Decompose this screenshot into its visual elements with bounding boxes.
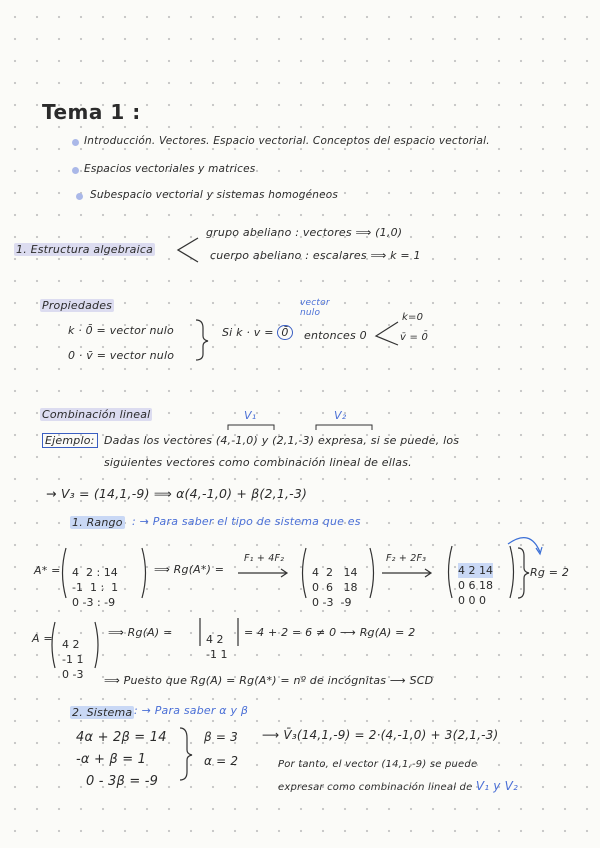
matrix-step-2: 4 2 14 0 6 18 0 -3 -9 (312, 566, 358, 609)
v-equals-0: v̄ = 0̄ (400, 332, 429, 343)
v3-result: ⟶ V̄₃(14,1,-9) = 2·(4,-1,0) + 3(2,1,-3) (262, 728, 499, 742)
si-kv (222, 326, 293, 339)
op-f2-2f3: F₂ + 2F₃ (386, 553, 427, 564)
rg-a: ⟹ Rg(A) = (108, 626, 173, 639)
puesto-que: ⟹ Puesto que Rg(A) = Rg(A*) = nº de incógnitas ⟶ SCD (104, 674, 434, 687)
page-title: Tema 1 : (42, 100, 141, 124)
bullet-icon (72, 139, 79, 146)
combinacion-heading-text: Combinación lineal (42, 408, 151, 421)
matrix-a: 4 2 -1 1 0 -3 (62, 638, 84, 681)
si-kv-text: Si k · v = (222, 326, 274, 339)
rg-a-star: ⟹ Rg(A*) = (154, 563, 225, 576)
alpha-value: α = 2 (204, 754, 239, 768)
propiedad-2: 0 · v̄ = vector nulo (68, 349, 175, 362)
rg-equals-2: Rg = 2 (530, 566, 570, 579)
a-star-label: A* = (34, 564, 61, 577)
conclusion-line-2 (278, 779, 518, 793)
estructura-label-text: 1. Estructura algebraica (16, 243, 154, 256)
matrix-step-3: 4 2 14 0 6 18 0 0 0 (458, 548, 493, 608)
propiedades-heading-text: Propiedades (42, 299, 113, 312)
op-f1-4f2: F₁ + 4F₂ (244, 553, 285, 564)
sistema-label (70, 706, 134, 719)
conclusion-line-1: Por tanto, el vector (14,1,-9) se puede (278, 759, 478, 770)
determinant: 4 2 -1 1 (206, 633, 228, 661)
propiedades-heading (40, 299, 114, 312)
v3-expression: → V₃ = (14,1,-9) ⟹ α(4,-1,0) + β(2,1,-3) (46, 486, 308, 501)
equation-2: -α + β = 1 (76, 752, 147, 767)
label-v1: V₁ (244, 409, 257, 422)
cuerpo-abeliano: cuerpo abeliano : escalares ⟹ k = 1 (210, 249, 421, 262)
determinant-result: = 4 + 2 = 6 ≠ 0 ⟶ Rg(A) = 2 (244, 626, 416, 639)
rango-label (70, 516, 125, 529)
intro-line-3: Subespacio vectorial y sistemas homogéneos (90, 189, 339, 201)
k-equals-0: k=0 (402, 312, 424, 323)
bullet-icon (76, 193, 83, 200)
conclusion-line-2-text: expresar como combinación lineal de (278, 782, 473, 793)
propiedad-1: k · 0̄ = vector nulo (68, 324, 174, 337)
rango-note: : → Para saber el tipo de sistema que es (132, 515, 361, 528)
matrix-a-star: 4 2 : 14 -1 1 : 1 0 -3 : -9 (72, 566, 119, 609)
entonces: entonces 0 (304, 329, 367, 342)
equation-1: 4α + 2β = 14 (76, 730, 167, 745)
ejemplo-text-2: siguientes vectores como combinación lineal de ellas. (104, 456, 412, 469)
zero-vector-circled: 0̄ (277, 325, 292, 340)
ejemplo-label (42, 434, 98, 447)
v1-v2-label: V₁ y V₂ (475, 779, 519, 793)
estructura-label (14, 243, 155, 256)
combinacion-heading (40, 408, 152, 421)
grupo-abeliano: grupo abeliano : vectores ⟹ (1,0) (206, 226, 403, 239)
intro-line-1: Introducción. Vectores. Espacio vectorial. Conceptos del espacio vectorial. (84, 135, 490, 147)
sistema-label-text: 2. Sistema (72, 706, 133, 719)
sistema-note: : → Para saber α y β (134, 704, 249, 717)
bullet-icon (72, 167, 79, 174)
a-label: A = (32, 632, 53, 645)
ejemplo-text-1: Dadas los vectores (4,-1,0) y (2,1,-3) expresa, si se puede, los (104, 434, 460, 447)
intro-line-2: Espacios vectoriales y matrices (84, 163, 256, 175)
equation-3: 0 - 3β = -9 (86, 774, 159, 789)
vector-nulo-note: vector nulo (300, 298, 330, 318)
beta-value: β = 3 (204, 730, 238, 744)
ejemplo-box: Ejemplo: (42, 433, 98, 448)
label-v2: V₂ (334, 409, 347, 422)
rango-label-text: 1. Rango (72, 516, 123, 529)
